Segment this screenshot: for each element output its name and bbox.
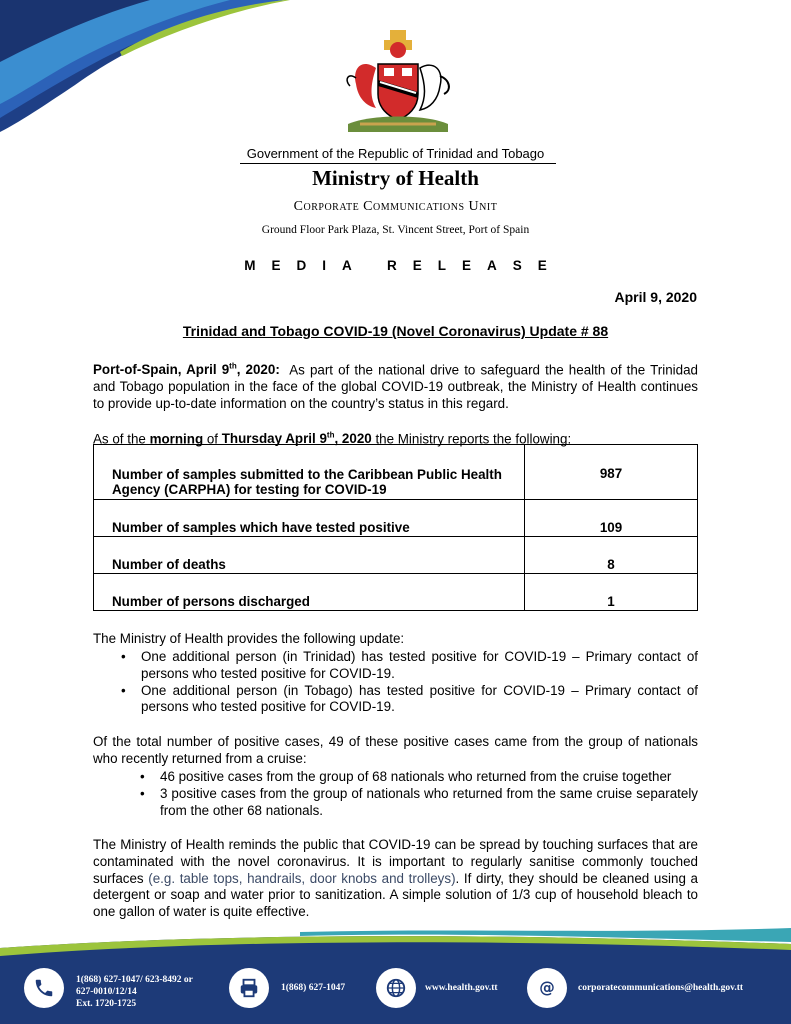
fax-number: 1(868) 627-1047 bbox=[281, 983, 346, 993]
release-date: April 9, 2020 bbox=[614, 289, 697, 305]
table-row bbox=[94, 574, 698, 611]
web-icon bbox=[376, 968, 416, 1008]
cruise-intro: Of the total number of positive cases, 49 of these positive cases came from the group of nationals who recently returned from a cruise: bbox=[93, 734, 698, 766]
release-heading: Trinidad and Tobago COVID-19 (Novel Coronavirus) Update # 88 bbox=[182, 323, 609, 339]
table-row bbox=[94, 500, 698, 537]
header-swoosh bbox=[0, 0, 300, 135]
stat-value: 109 bbox=[525, 500, 698, 537]
ministry-title: Ministry of Health bbox=[312, 166, 479, 190]
phone-numbers: 1(868) 627-1047/ 623-8492 or 627-0010/12/14 Ext. 1720-1725 bbox=[76, 975, 193, 1009]
update-list bbox=[141, 649, 698, 716]
table-row bbox=[94, 445, 698, 500]
intro-paragraph bbox=[93, 359, 698, 413]
fax-icon bbox=[229, 968, 269, 1008]
unit-name: Corporate Communications Unit bbox=[293, 199, 498, 214]
list-item: • One additional person (in Tobago) has tested positive for COVID-19 – Primary contact of persons who tested positive for COVID-19. bbox=[141, 683, 698, 717]
email-link[interactable]: corporatecommunications@health.gov.tt bbox=[578, 983, 744, 993]
cruise-list bbox=[160, 769, 698, 819]
as-of-line: As of the morning of Thursday April 9th, 2020 the Ministry reports the following: bbox=[93, 431, 572, 447]
coat-of-arms-emblem bbox=[340, 28, 456, 138]
svg-text:@: @ bbox=[539, 978, 555, 997]
phone-icon bbox=[24, 968, 64, 1008]
list-item: • One additional person (in Trinidad) has tested positive for COVID-19 – Primary contact of persons who tested positive for COVID-19. bbox=[141, 649, 698, 683]
stat-label: Number of deaths bbox=[94, 537, 525, 574]
stat-value: 987 bbox=[525, 445, 698, 500]
closing-paragraph: The Ministry of Health reminds the public that COVID-19 can be spread by touching surfaces that are contaminated with the novel coronavirus. It is important to regularly sanitise commonly touched surfaces (e.g. table tops, handrails, door knobs and trolleys). If dirty, they should be cleaned using a detergent or soap and water prior to sanitization. A simple solution of 1/3 cup of household bleach to one gallon of water is quite effective. bbox=[93, 837, 698, 920]
list-item: • 46 positive cases from the group of 68 nationals who returned from the cruise together bbox=[160, 769, 698, 786]
update-intro: The Ministry of Health provides the following update: bbox=[93, 631, 405, 646]
intro-body: As part of the national drive to safeguard the health of the Trinidad and Tobago population in the face of the global COVID-19 outbreak, the Ministry of Health continues to provide up-to-date information on the country’s status in this regard. bbox=[93, 362, 698, 412]
email-icon bbox=[527, 968, 567, 1008]
list-item: • 3 positive cases from the group of nationals who returned from the same cruise separately from the other 68 nationals. bbox=[160, 786, 698, 820]
table-row bbox=[94, 537, 698, 574]
website-link[interactable]: www.health.gov.tt bbox=[425, 983, 498, 993]
government-divider bbox=[240, 163, 556, 164]
stat-label: Number of persons discharged bbox=[94, 574, 525, 611]
unit-address: Ground Floor Park Plaza, St. Vincent Street, Port of Spain bbox=[261, 224, 530, 236]
stat-value: 1 bbox=[525, 574, 698, 611]
stat-label: Number of samples submitted to the Caribbean Public Health Agency (CARPHA) for testing for COVID-19 bbox=[94, 445, 525, 500]
stat-value: 8 bbox=[525, 537, 698, 574]
stats-table bbox=[93, 444, 698, 611]
government-line: Government of the Republic of Trinidad and Tobago bbox=[246, 146, 545, 161]
stat-label: Number of samples which have tested positive bbox=[94, 500, 525, 537]
release-label: MEDIA RELEASE bbox=[244, 258, 563, 273]
intro-lead: Port-of-Spain, April 9th, 2020: bbox=[93, 362, 280, 378]
